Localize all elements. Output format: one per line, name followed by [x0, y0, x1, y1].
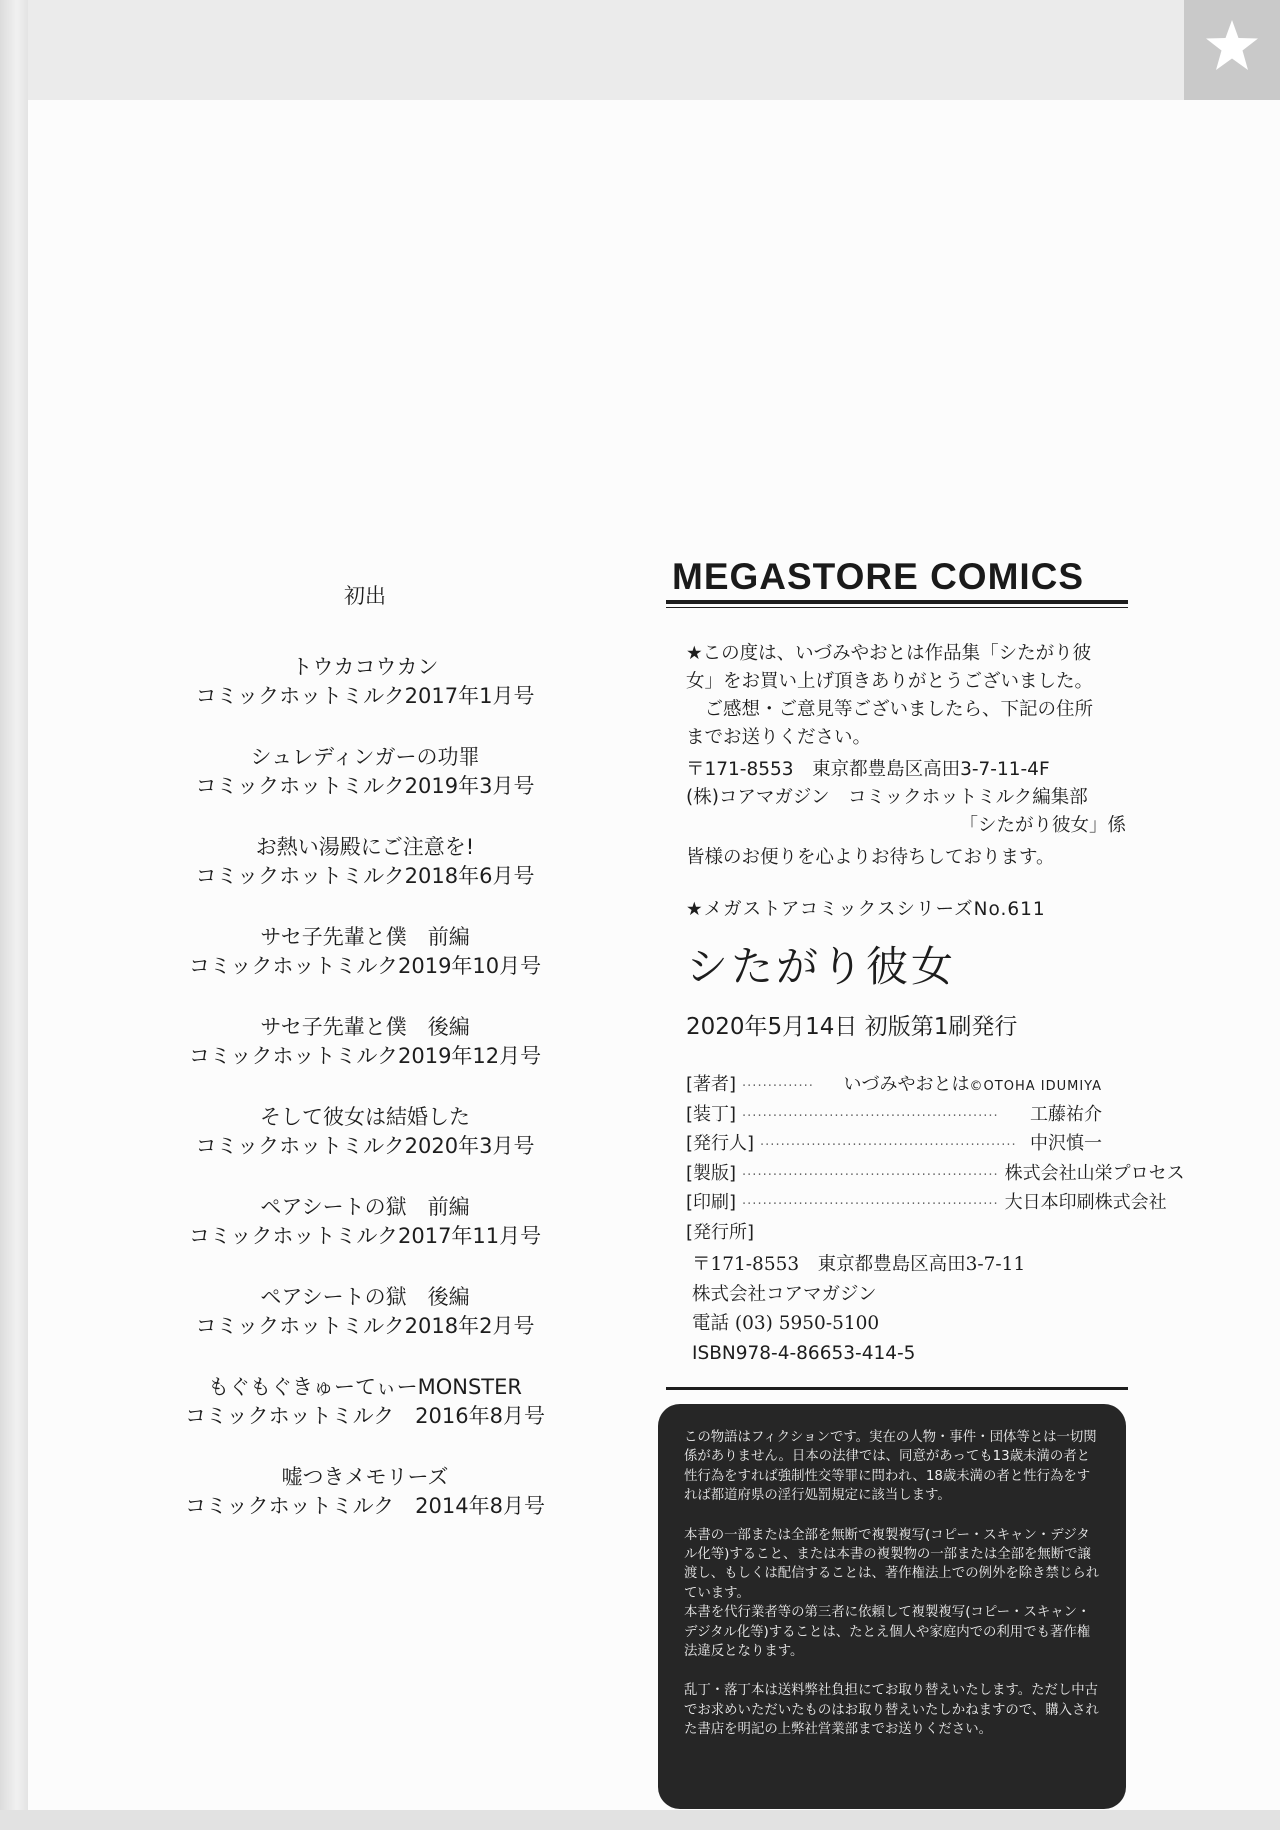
staff-role: [装丁]: [686, 1103, 737, 1125]
notice-replacement: 乱丁・落丁本は送料弊社負担にてお取り替えいたします。ただし中古でお求めいただいたものはお取り替えいたしかねますので、購入された書店を明記の上弊社営業部までお送りください。: [684, 1683, 1099, 1738]
publication-date: 2020年5月14日 初版第1刷発行: [686, 1014, 1018, 1040]
staff-row-publisher: [686, 1129, 1102, 1159]
credit-title: ペアシートの獄 前編: [260, 1195, 470, 1219]
await-message: 皆様のお便りを心よりお待ちしております。: [686, 847, 1055, 868]
legal-notice-box: [658, 1404, 1126, 1809]
staff-name: いづみやおとは: [843, 1074, 970, 1095]
publisher-line: 電話 (03) 5950-5100: [692, 1313, 880, 1334]
book-spine-shadow: [0, 0, 28, 1830]
credit-magazine: コミックホットミルク2019年12月号: [188, 1044, 542, 1068]
leader-dots: ··············: [742, 1079, 814, 1094]
staff-name: 大日本印刷株式会社: [1004, 1192, 1167, 1213]
leader-dots: ··················································: [742, 1167, 999, 1183]
credit-title: もぐもぐきゅーてぃーMONSTER: [208, 1375, 522, 1399]
credit-magazine: コミックホットミルク2019年10月号: [188, 954, 542, 978]
credit-magazine: コミックホットミルク2019年3月号: [195, 774, 535, 798]
thanks-line: 女」をお買い上げ頂きありがとうございました。: [686, 671, 1094, 692]
address-line: (株)コアマガジン コミックホットミルク編集部: [686, 787, 1088, 808]
megastore-comics-logo: MEGASTORE COMICS: [672, 556, 1085, 597]
leader-dots: ··················································: [742, 1108, 999, 1124]
staff-role: [著者]: [686, 1074, 737, 1095]
staff-name: 株式会社山栄プロセス: [1004, 1162, 1185, 1184]
book-title: シたがり彼女: [686, 942, 957, 991]
credit-entry: [150, 743, 580, 801]
mail-address: [686, 756, 1126, 840]
staff-row-printing: [686, 1188, 1167, 1218]
thanks-message: [686, 640, 1126, 752]
divider-rule: [666, 607, 1128, 608]
credit-magazine: コミックホットミルク2018年6月号: [195, 864, 535, 888]
staff-role: [製版]: [686, 1162, 737, 1184]
staff-row-author: [686, 1070, 1102, 1100]
credit-entry: [150, 653, 580, 711]
credit-magazine: コミックホットミルク 2014年8月号: [185, 1494, 545, 1518]
isbn: ISBN978-4-86653-414-5: [692, 1343, 916, 1364]
publisher-line: 株式会社コアマガジン: [692, 1283, 877, 1305]
credit-title: シュレディンガーの功罪: [250, 745, 480, 769]
staff-role: [印刷]: [686, 1192, 737, 1213]
copyright-mark: ©OTOHA IDUMIYA: [969, 1079, 1102, 1094]
credit-magazine: コミックホットミルク2018年2月号: [195, 1314, 535, 1338]
notice-copy-prohibition: 本書の一部または全部を無断で複製複写(コピー・スキャン・デジタル化等)すること、または本書の複製物の一部または全部を無断で譲渡し、もしくは配信することは、著作権法上での例外を除き禁じられています。: [684, 1527, 1100, 1601]
credit-entry: [150, 1283, 580, 1341]
leader-dots: ··················································: [760, 1138, 1017, 1153]
credit-entry: [150, 1013, 580, 1071]
credit-title: お熱い湯殿にご注意を!: [255, 835, 475, 859]
thanks-line: ★この度は、いづみやおとは作品集「シたがり彼: [686, 643, 1092, 664]
staff-role: [発行所]: [686, 1221, 755, 1243]
notice-fiction: この物語はフィクションです。実在の人物・事件・団体等とは一切関係がありません。日本の法律では、同意があっても13歳未満の者と性行為をすれば強制性交等罪に問われ、18歳未満の者と性行為をすれば都道府県の淫行処罰規定に該当します。: [684, 1430, 1097, 1504]
credit-entry: [150, 923, 580, 981]
staff-credits: [686, 1070, 1185, 1247]
staff-name: 中沢慎一: [1030, 1133, 1102, 1154]
series-number: ★メガストアコミックスシリーズNo.611: [686, 899, 1046, 920]
credit-title: サセ子先輩と僕 前編: [260, 925, 470, 949]
thanks-line: までお送りください。: [686, 727, 872, 748]
credit-list: [150, 653, 580, 1521]
scan-top-margin: [0, 0, 1280, 100]
credit-title: 嘘つきメモリーズ: [281, 1465, 449, 1489]
divider-rule: [666, 600, 1128, 604]
staff-row-design: [686, 1100, 1102, 1130]
staff-name: 工藤祐介: [1030, 1103, 1102, 1125]
address-line: 〒171-8553 東京都豊島区高田3-7-11-4F: [686, 759, 1050, 780]
notice-agent-prohibition: 本書を代行業者等の第三者に依頼して複製複写(コピー・スキャン・デジタル化等)することは、たとえ個人や家庭内での利用でも著作権法違反となります。: [684, 1605, 1091, 1660]
credit-entry: [150, 1193, 580, 1251]
staff-role: [発行人]: [686, 1133, 755, 1154]
credit-magazine: コミックホットミルク2017年11月号: [188, 1224, 542, 1248]
thanks-line: ご感想・ご意見等ございましたら、下記の住所: [686, 699, 1094, 720]
staff-row-issuer: [686, 1218, 1102, 1248]
credit-title: トウカコウカン: [291, 655, 439, 679]
scan-bottom-margin: [0, 1810, 1280, 1830]
credit-title: サセ子先輩と僕 後編: [260, 1015, 470, 1039]
star-icon: [1204, 18, 1260, 74]
staff-row-platemaking: [686, 1159, 1185, 1189]
credit-entry: [150, 1373, 580, 1431]
credit-entry: [150, 1103, 580, 1161]
leader-dots: ··················································: [742, 1197, 999, 1212]
divider-rule: [666, 1387, 1128, 1390]
address-dept: 「シたがり彼女」係: [959, 815, 1126, 836]
credit-title: ペアシートの獄 後編: [260, 1285, 470, 1309]
credit-magazine: コミックホットミルク 2016年8月号: [185, 1404, 545, 1428]
first-appearance-credits: [150, 580, 580, 1553]
credit-magazine: コミックホットミルク2020年3月号: [195, 1134, 535, 1158]
credits-heading: 初出: [344, 584, 386, 608]
publisher-line: 〒171-8553 東京都豊島区高田3-7-11: [692, 1254, 1026, 1275]
credit-entry: [150, 833, 580, 891]
publisher-address: [692, 1250, 1025, 1339]
credit-title: そして彼女は結婚した: [260, 1105, 470, 1129]
credit-magazine: コミックホットミルク2017年1月号: [195, 684, 535, 708]
credit-entry: [150, 1463, 580, 1521]
corner-tab: [1184, 0, 1280, 100]
